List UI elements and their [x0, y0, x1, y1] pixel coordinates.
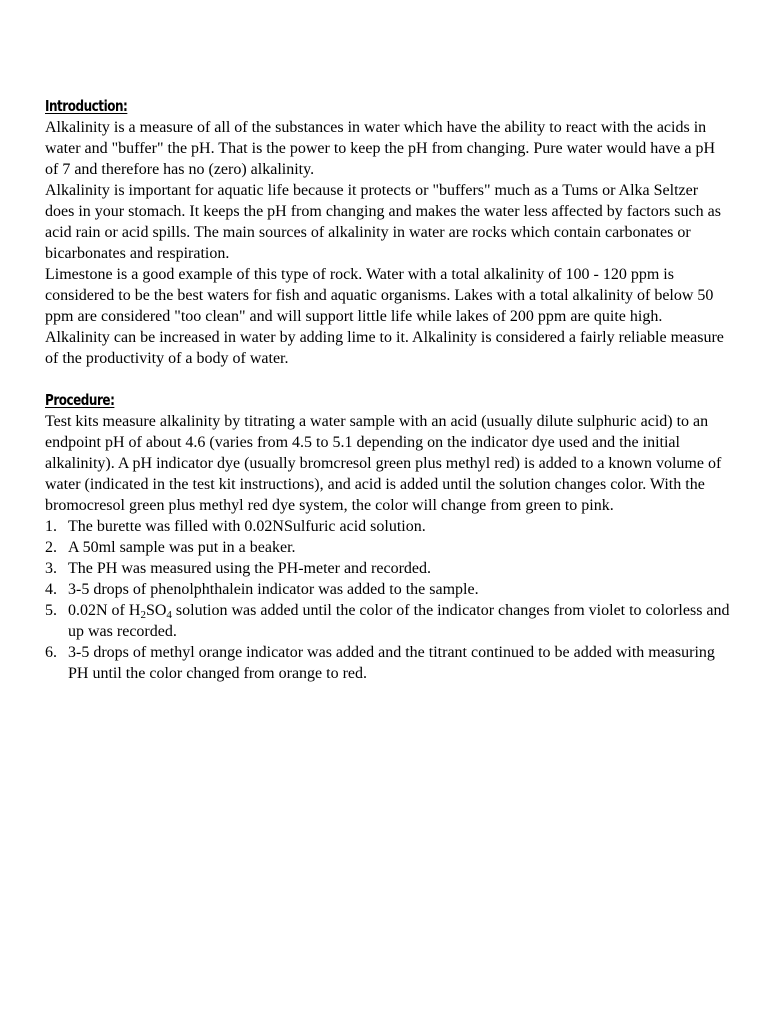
procedure-heading: Procedure: [45, 391, 115, 409]
subscript-4: 4 [166, 609, 172, 621]
step-text: The PH was measured using the PH-meter and recorded. [68, 560, 431, 577]
step-number: 1. [45, 518, 57, 535]
step-text: 3-5 drops of phenolphthalein indicator was added to the sample. [68, 581, 479, 598]
procedure-section [45, 390, 730, 684]
step-text: A 50ml sample was put in a beaker. [68, 539, 296, 556]
list-item [45, 600, 730, 642]
introduction-section [45, 96, 730, 369]
subscript-2: 2 [140, 609, 146, 621]
procedure-paragraph: Test kits measure alkalinity by titrating a water sample with an acid (usually dilute sulphuric acid) to an endpoint pH of about 4.6 (varies from 4.5 to 5.1 depending on the indicator dye used and the initial alkalinity). A pH indicator dye (usually bromcresol green plus methyl red) is added to a known volume of water (indicated in the test kit instructions), and acid is added until the solution changes color. With the bromocresol green plus methyl red dye system, the color will change from green to pink. [45, 413, 722, 514]
step-text: 3-5 drops of methyl orange indicator was added and the titrant continued to be added with measuring PH until the color changed from orange to red. [68, 644, 715, 682]
list-item [45, 558, 730, 579]
step-text-post: solution was added until the color of the indicator changes from violet to colorless and up was recorded. [68, 602, 730, 640]
step-number: 6. [45, 644, 57, 661]
step-text: The burette was filled with 0.02NSulfuric acid solution. [68, 518, 426, 535]
introduction-paragraph-1: Alkalinity is a measure of all of the substances in water which have the ability to react with the acids in water and "buffer" the pH. That is the power to keep the pH from changing. Pure water would have a pH of 7 and therefore has no (zero) alkalinity. [45, 119, 716, 178]
introduction-paragraph-2: Alkalinity is important for aquatic life because it protects or "buffers" much as a Tums or Alka Seltzer does in your stomach. It keeps the pH from changing and makes the water less affected by factors such as acid rain or acid spills. The main sources of alkalinity in water are rocks which contain carbonates or bicarbonates and respiration. [45, 182, 721, 262]
list-item [45, 642, 730, 684]
procedure-steps-list [45, 516, 730, 684]
list-item [45, 579, 730, 600]
step-number: 2. [45, 539, 57, 556]
step-text-mid: SO [145, 602, 167, 619]
list-item [45, 516, 730, 537]
step-text-pre: 0.02N of H [68, 602, 141, 619]
introduction-heading: Introduction: [45, 97, 128, 115]
step-number: 5. [45, 602, 57, 619]
introduction-paragraph-3: Limestone is a good example of this type of rock. Water with a total alkalinity of 100 - 120 ppm is considered to be the best waters for fish and aquatic organisms. Lakes with a total alkalinity of below 50 ppm are considered "too clean" and will support little life while lakes of 200 ppm are quite high. Alkalinity can be increased in water by adding lime to it. Alkalinity is considered a fairly reliable measure of the productivity of a body of water. [45, 266, 724, 367]
document-page [45, 96, 730, 684]
list-item [45, 537, 730, 558]
step-text [68, 602, 730, 640]
step-number: 3. [45, 560, 57, 577]
step-number: 4. [45, 581, 57, 598]
